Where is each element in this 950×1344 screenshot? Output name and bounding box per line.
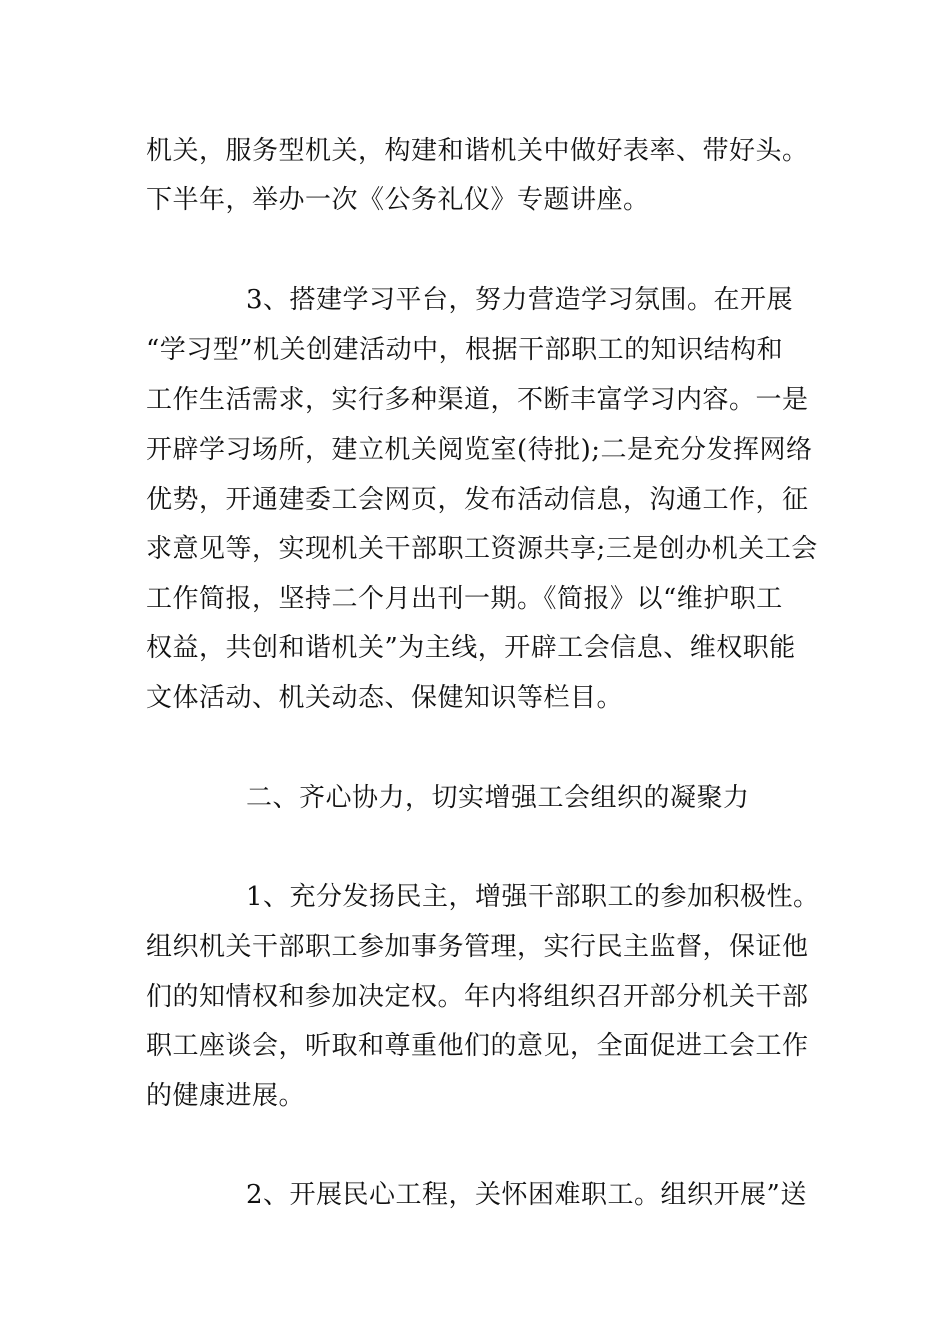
text-line: 组织机关干部职工参加事务管理，实行民主监督，保证他 — [146, 932, 809, 962]
text-line: 求意见等，实现机关干部职工资源共享;三是创办机关工会 — [146, 534, 818, 564]
text-line: “学习型”机关创建活动中，根据干部职工的知识结构和 — [146, 335, 784, 365]
text-line: 工作简报，坚持二个月出刊一期。《简报》以“维护职工 — [146, 584, 783, 614]
text-line: 机关，服务型机关，构建和谐机关中做好表率、带好头。 — [146, 136, 809, 166]
text-line: 工作生活需求，实行多种渠道，不断丰富学习内容。一是 — [146, 385, 809, 415]
paragraph-first-line: 3、搭建学习平台，努力营造学习氛围。在开展 — [246, 285, 794, 315]
text-line: 下半年，举办一次《公务礼仪》专题讲座。 — [146, 185, 650, 215]
text-line: 文体活动、机关动态、保健知识等栏目。 — [146, 683, 624, 713]
text-line: 的健康进展。 — [146, 1081, 306, 1111]
text-line: 们的知情权和参加决定权。年内将组织召开部分机关干部 — [146, 982, 809, 1012]
text-line: 权益，共创和谐机关”为主线，开辟工会信息、维权职能 — [146, 633, 796, 663]
paragraph-first-line: 2、开展民心工程，关怀困难职工。组织开展”送 — [246, 1180, 807, 1210]
text-line: 优势，开通建委工会网页，发布活动信息，沟通工作，征 — [146, 485, 809, 515]
text-line: 职工座谈会，听取和尊重他们的意见，全面促进工会工作 — [146, 1031, 809, 1061]
section-heading: 二、齐心协力，切实增强工会组织的凝聚力 — [246, 783, 750, 813]
paragraph-first-line: 1、充分发扬民主，增强干部职工的参加积极性。 — [246, 882, 820, 912]
text-line: 开辟学习场所，建立机关阅览室(待批);二是充分发挥网络 — [146, 435, 813, 465]
